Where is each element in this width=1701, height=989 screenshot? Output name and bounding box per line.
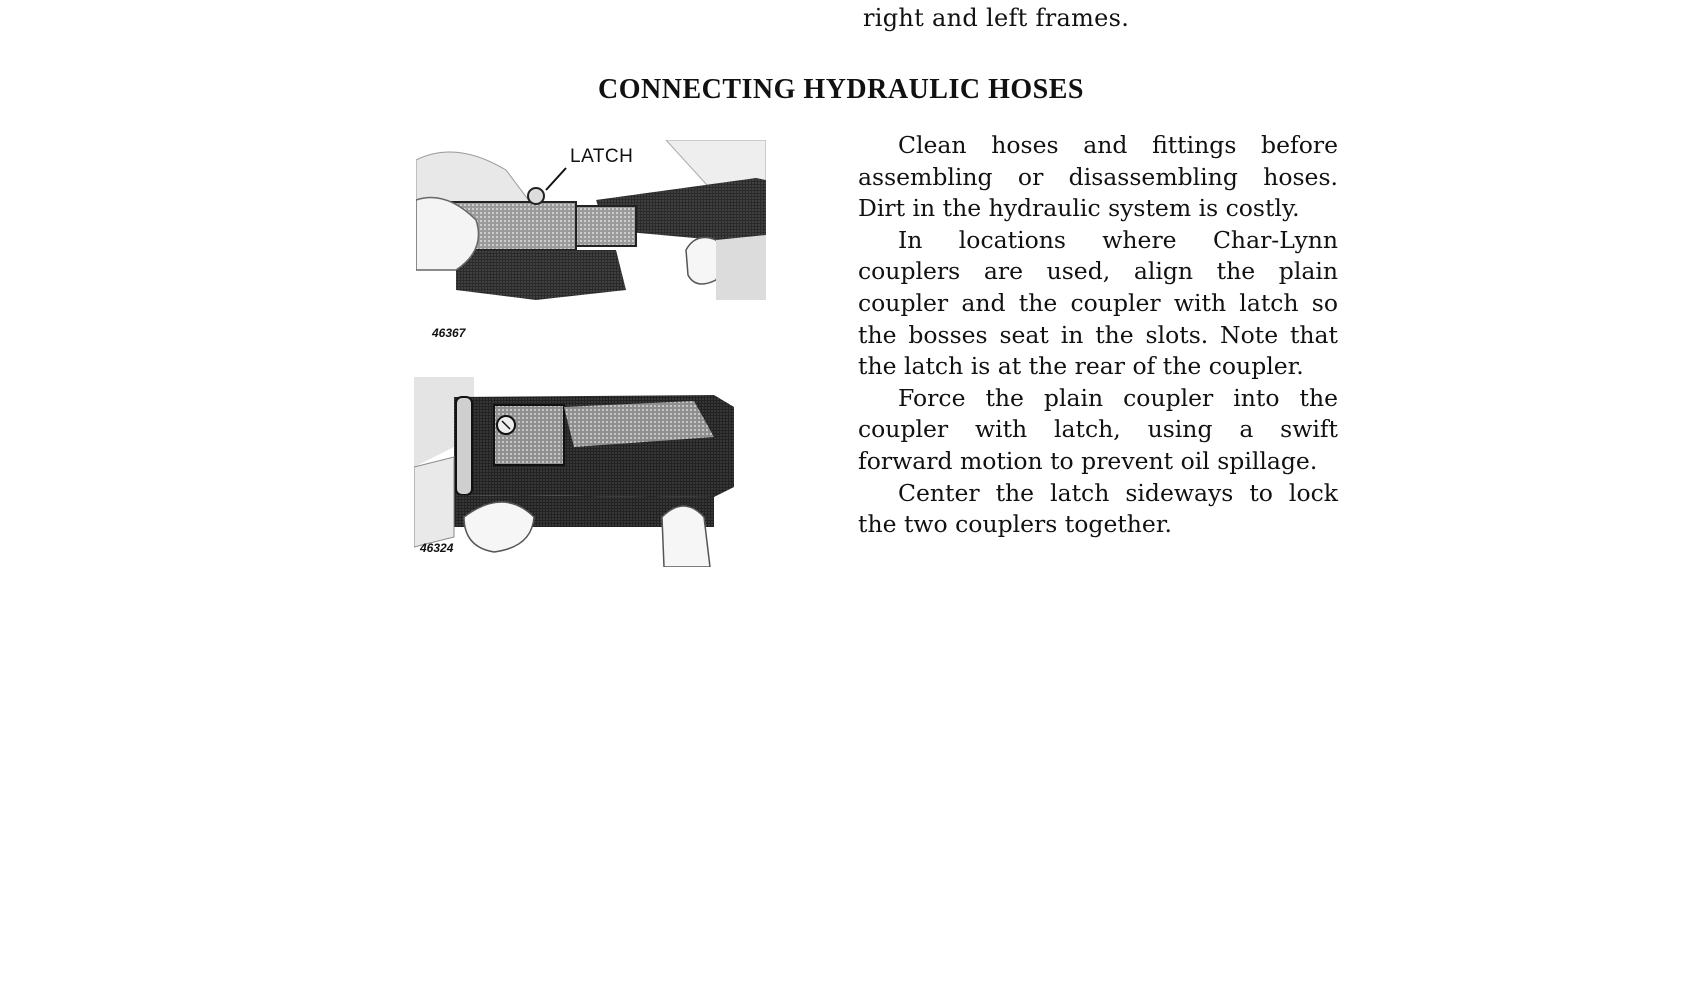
body-text [858,130,1338,541]
continued-text: right and left frames. [863,4,1130,32]
latch-callout: LATCH [570,146,634,167]
figure-coupler-latch [416,140,766,340]
paragraph-force-coupler: Force the plain coupler into the coupler with latch, using a swift forward motion to prevent oil spillage. [858,383,1338,475]
paragraph-clean-hoses: Clean hoses and fittings before assembling or disassembling hoses. Dirt in the hydraulic system is costly. [858,131,1338,223]
paragraph-char-lynn: In locations where Char-Lynn couplers are used, align the plain coupler and the coupler with latch so the bosses seat in the slots. Note that the latch is at the rear of the coupler. [858,225,1338,381]
figure-number: 46367 [432,326,466,340]
figure-number: 46324 [420,541,454,555]
hydraulic-coupler-photo-icon [416,140,766,340]
figure-coupler-locked [414,377,766,567]
hydraulic-coupler-locked-photo-icon [414,377,766,567]
section-heading: CONNECTING HYDRAULIC HOSES [598,74,1084,105]
paragraph-center-latch: Center the latch sideways to lock the two couplers together. [858,478,1338,539]
